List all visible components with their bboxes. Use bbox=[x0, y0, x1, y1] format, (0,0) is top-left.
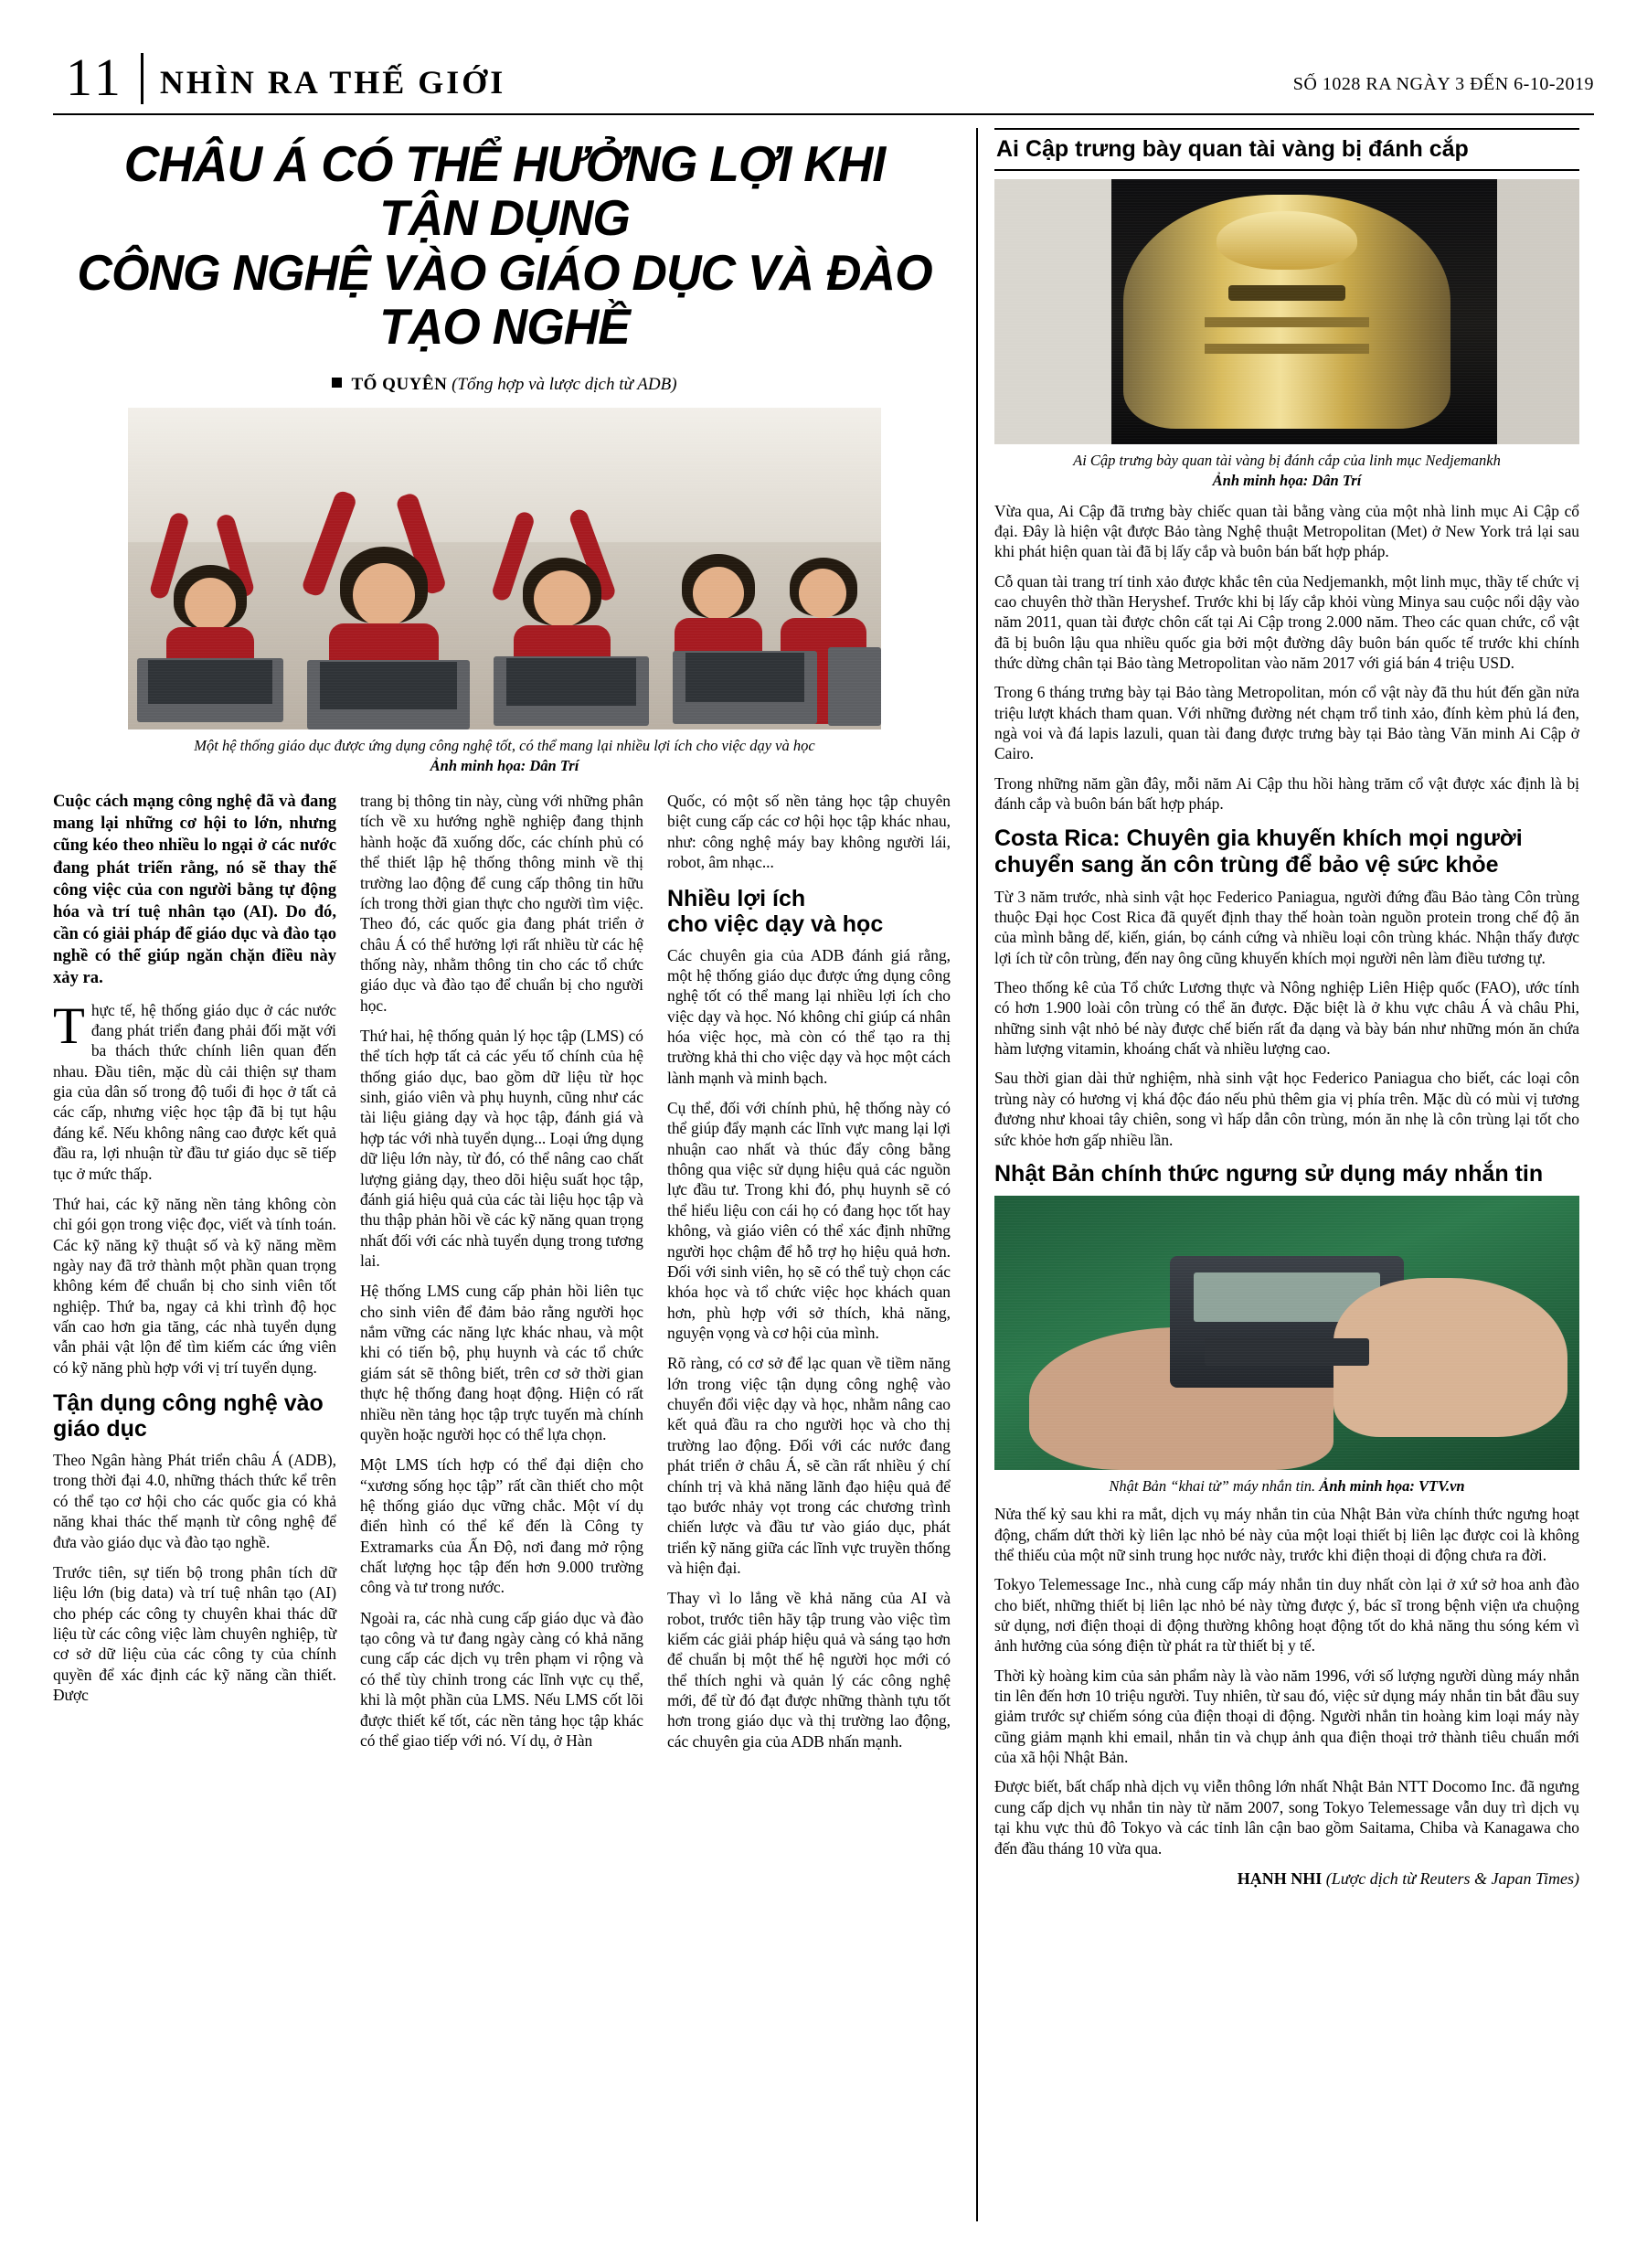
article-byline bbox=[53, 375, 956, 395]
column-divider bbox=[976, 128, 978, 2221]
story-credit-label: Ảnh minh họa: bbox=[1319, 1476, 1415, 1495]
article-column-2 bbox=[360, 791, 643, 1762]
story-title: Ai Cập trưng bày quan tài vàng bị đánh cắp bbox=[994, 128, 1579, 171]
story-photo-caption bbox=[994, 451, 1579, 492]
main-photo-credit: Dân Trí bbox=[529, 756, 579, 774]
paragraph: Các chuyên gia của ADB đánh giá rằng, một hệ thống giáo dục được ứng dụng công nghệ tốt có thể mang lại nhiều lợi ích cho việc dạy và học. Nó không chỉ giúp cá nhân hóa việc học, mà còn có thể tạo ra thị trường khả thi cho việc dạy và học một cách lành mạnh và minh bạch. bbox=[667, 945, 951, 1087]
signoff-author: HẠNH NHI bbox=[1237, 1869, 1323, 1888]
main-article bbox=[53, 128, 976, 2221]
paragraph: trang bị thông tin này, cùng với những phân tích về xu hướng nghề nghiệp đang thịnh hành hoặc đã xuống dốc, các chính phủ có thể thiết lập hệ thống thông minh về thị trường lao động để cung cấp thông tin hữu ích trong thời gian thực cho người tìm việc. Theo đó, các quốc gia đang phát triển ở châu Á có thể hưởng lợi rất nhiều từ các hệ thống này, nhằm thông tin cho các tổ chức giáo dục và đào tạo để chuẩn bị cho người học. bbox=[360, 792, 643, 1015]
main-photo-credit-label: Ảnh minh họa: bbox=[430, 756, 526, 774]
subheading-nhieu-loi-ich bbox=[667, 886, 951, 937]
paragraph bbox=[53, 996, 336, 1184]
story-title: Nhật Bản chính thức ngưng sử dụng máy nhắn tin bbox=[994, 1160, 1544, 1187]
paragraph: Thời kỳ hoàng kim của sản phẩm này là vào năm 1996, với số lượng người dùng máy nhắn tin lên đến hơn 10 triệu người. Tuy nhiên, từ sau đó, việc sử dụng máy nhắn tin bắt đầu suy giảm trước sự chiếm sóng của điện thoại di động. Người nhắn tin hoàng kim loại máy này cũng giảm mạnh khi email, nhắn tin và chụp ảnh qua điện thoại trở thành tiêu chuẩn mới của xã hội Nhật Bản. bbox=[994, 1666, 1579, 1767]
subheading-tan-dung: Tận dụng công nghệ vào giáo dục bbox=[53, 1390, 324, 1443]
section-title: NHÌN RA THẾ GIỚI bbox=[159, 64, 506, 101]
main-photo-caption-text: Một hệ thống giáo dục được ứng dụng công nghệ tốt, có thể mang lại nhiều lợi ích cho việc dạy và học bbox=[194, 736, 815, 754]
byline-note: (Tổng hợp và lược dịch từ ADB) bbox=[452, 374, 677, 394]
story-photo-mummy bbox=[994, 179, 1579, 444]
paragraph: Rõ ràng, có cơ sở để lạc quan về tiềm năng lớn trong việc tận dụng công nghệ vào chuyển đổi việc dạy và học, nhằm nâng cao kết quả đầu ra cho người học và cho thị trường lao động. Đối với các nước đang phát triển ở châu Á, sẽ cần rất nhiều ý chí chính trị và khả năng lãnh đạo hiệu quả để tạo bước nhảy vọt trong các chương trình chiến lược và đầu tư vào giáo dục, phát triển kỹ năng giữa các lĩnh vực truyền thống và hiện đại. bbox=[667, 1354, 951, 1577]
paragraph: Hệ thống LMS cung cấp phản hồi liên tục cho sinh viên để đảm bảo rằng người học nắm vững các năng lực khác nhau, và một khi có tiến bộ, phụ huynh và các tổ chức giám sát sẽ thông biết, trên cơ sở thời gian thực hệ thống đang hoạt động. Hiện có rất nhiều nền tảng học tập trực tuyến mà chính quyền hoặc người học có thể lựa chọn. bbox=[360, 1282, 643, 1443]
subheading-line-1: Nhiều lợi ích bbox=[667, 885, 806, 911]
paragraph: Một LMS tích hợp có thể đại diện cho “xương sống học tập” rất cần thiết cho một hệ thống giáo dục vững chắc. Một ví dụ điển hình có thể kể đến là Công ty Extramarks của Ấn Độ, nơi đang mở rộng chất lượng học tập đến hơn 9.000 trường công và tư trong nước. bbox=[360, 1455, 643, 1597]
paragraph: Trong 6 tháng trưng bày tại Bảo tàng Metropolitan, món cổ vật này đã thu hút đến gần nửa triệu lượt khách tham quan. Với những đường nét chạm trổ tinh xảo, đính kèm phủ lá đen, ngà voi và đá lapis lazuli, quan tài đang được trưng bày tại Bảo tàng Văn minh Ai Cập ở Cairo. bbox=[994, 683, 1579, 763]
bullet-square-icon bbox=[332, 378, 342, 388]
sidebar-stories bbox=[994, 128, 1579, 2221]
article-column-3 bbox=[667, 791, 951, 1762]
story-costa-rica bbox=[994, 825, 1579, 1150]
paragraph: Thứ hai, hệ thống quản lý học tập (LMS) có thể tích hợp tất cả các yếu tố chính của hệ thống giáo dục, bao gồm dữ liệu từ học sinh, giáo viên và phụ huynh, cũng như các tài liệu giảng dạy và học tập, đánh giá và hợp tác với nhà tuyển dụng... Loại ứng dụng dữ liệu lớn này, từ đó, có thể nâng cao chất lượng giảng dạy, theo dõi hiệu suất học tập, đánh giá hiệu quả của các tài liệu học tập và thu thập phản hồi về các kỹ năng quan trọng nhất đối với các nhà tuyển dụng trong tương lai. bbox=[360, 1027, 643, 1270]
paragraph: Trong những năm gần đây, mỗi năm Ai Cập thu hồi hàng trăm cổ vật được xác định là bị đánh cắp và buôn bán bất hợp pháp. bbox=[994, 773, 1579, 814]
paragraph-text: hực tế, hệ thống giáo dục ở các nước đang phát triển đang phải đối mặt với ba thách thức chính liên quan đến nhau. Đầu tiên, mặc dù cải thiện sự tham gia của dân số trong độ tuổi đi học ở tất cả các cấp, nhưng việc học tập đã bị tụt hậu đáng kể. Nếu không nâng cao được kết quả đầu ra, lợi nhuận từ đầu tư giáo dục sẽ tiếp tục ở mức thấp. bbox=[53, 1000, 336, 1183]
lead-paragraph: Cuộc cách mạng công nghệ đã và đang mang lại những cơ hội to lớn, nhưng cũng kéo theo nhiều lo ngại ở các nước đang phát triển rằng, nó sẽ thay thế công việc của con người bằng tự động hóa và trí tuệ nhân tạo (AI). Do đó, cần có giải pháp để giáo dục và đào tạo nghề có thể giúp ngăn chặn điều này xảy ra. bbox=[53, 792, 336, 988]
paragraph: Sau thời gian dài thử nghiệm, nhà sinh vật học Federico Paniagua cho biết, các loại côn trùng này có hương vị khá độc đáo nếu phủ thêm gia vị phía trên. Mặc dù có mùi vị tương đương như khoai tây chiên, song vì hấp dẫn côn trùng, món ăn nhẹ là côn trùng lại tốt cho sức khỏe hơn gấp nhiều lần. bbox=[994, 1069, 1579, 1149]
masthead-rule bbox=[53, 113, 1594, 115]
paragraph: Tokyo Telemessage Inc., nhà cung cấp máy nhắn tin duy nhất còn lại ở xứ sở hoa anh đào cho biết, những thiết bị liên lạc nhỏ bé này từng được ý, bác sĩ trong bệnh viện ưa chuộng sử dụng, nơi điện thoại di động thường không hoạt động tốt do khả năng thu sóng kém vì ảnh hưởng của sóng điện từ phát ra từ thiết bị y tế. bbox=[994, 1575, 1579, 1656]
paragraph: Theo Ngân hàng Phát triển châu Á (ADB), trong thời đại 4.0, những thách thức kể trên có thể tạo cơ hội cho các quốc gia có khả năng khai thác thế mạnh từ công nghệ để đưa vào giáo dục và đào tạo nghề. bbox=[53, 1451, 336, 1551]
story-photo-caption bbox=[994, 1476, 1579, 1496]
article-column-1 bbox=[53, 791, 336, 1762]
signoff-note: (Lược dịch từ Reuters & Japan Times) bbox=[1325, 1869, 1579, 1888]
story-nhat-ban bbox=[994, 1161, 1579, 1889]
story-title: Costa Rica: Chuyên gia khuyến khích mọi người chuyển sang ăn côn trùng để bảo vệ sức khỏe bbox=[994, 825, 1523, 878]
paragraph: Theo thống kê của Tổ chức Lương thực và Nông nghiệp Liên Hiệp quốc (FAO), ước tính có hơn 1.900 loài côn trùng có thể ăn được. Đặc biệt là ở khu vực châu Á và châu Phi, những sinh vật nhỏ bé này được chế biến rất đa dạng và bày bán như những món ăn chứa hàm lượng vitamin, khoáng chất và nhiều lượng cao. bbox=[994, 978, 1579, 1059]
page-number: 11 bbox=[66, 48, 124, 107]
story-caption-text: Nhật Bản “khai tử” máy nhắn tin. bbox=[1109, 1476, 1316, 1495]
paragraph: Quốc, có một số nền tảng học tập chuyên biệt cung cấp các cơ hội học tập khác nhau, như: công nghệ máy bay không người lái, robot, âm nhạc... bbox=[667, 792, 951, 872]
story-photo-pager bbox=[994, 1196, 1579, 1470]
paragraph: Được biết, bất chấp nhà dịch vụ viễn thông lớn nhất Nhật Bản NTT Docomo Inc. đã ngưng cung cấp dịch vụ nhắn tin này từ năm 2007, song Tokyo Telemessage vẫn duy trì dịch vụ tại khu vực thủ đô Tokyo và các tỉnh lân cận bao gồm Saitama, Chiba và Kanagawa cho đến đầu tháng 10 vừa qua. bbox=[994, 1777, 1579, 1858]
story-credit: VTV.vn bbox=[1419, 1476, 1465, 1495]
article-columns bbox=[53, 791, 956, 1762]
masthead-divider bbox=[141, 53, 143, 104]
paragraph: Trước tiên, sự tiến bộ trong phân tích dữ liệu lớn (big data) và trí tuệ nhân tạo (AI) cho phép các công ty chuyên khai thác dữ liệu từ các công việc làm chuyên nghiệp, từ cơ sở dữ liệu của các công ty của chính quyền để xác định các kỹ năng cần thiết. Được bbox=[53, 1562, 336, 1705]
byline-author: TỐ QUYÊN bbox=[351, 374, 448, 394]
drop-cap: T bbox=[53, 996, 85, 1055]
paragraph: Thứ hai, các kỹ năng nền tảng không còn chỉ gói gọn trong việc đọc, viết và tính toán. Các kỹ năng kỹ thuật số và kỹ năng mềm ngày nay đã trở thành một phần quan trọng không kém để chuẩn bị cho sinh viên tốt nghiệp. Thứ ba, ngay cả khi trình độ học vấn cao hơn gia tăng, các nhà tuyển dụng vẫn phải vật lộn để tìm kiếm các ứng viên có kỹ năng phù hợp với vị trí tuyển dụng. bbox=[53, 1194, 336, 1377]
paragraph: Vừa qua, Ai Cập đã trưng bày chiếc quan tài bằng vàng của một nhà linh mục Ai Cập cổ đại. Đây là hiện vật được Bảo tàng Nghệ thuật Metropolitan (Met) ở New York trả lại sau khi phát hiện quan tài đã bị lấy cắp và buôn bán bất hợp pháp. bbox=[994, 501, 1579, 561]
paragraph: Cỗ quan tài trang trí tinh xảo được khắc tên của Nedjemankh, một linh mục, thầy tế chức vị cao chuyên thờ thần Heryshef. Trước khi bị lấy cắp khỏi vùng Minya sau cuộc nổi dậy vào năm 2011, quan tài được chôn cất tại Ai Cập trong 2.000 năm. Theo các quan chức, cổ vật đã bị buôn lậu qua nhiều quốc gia bởi một đường dây buôn bán quốc tế trước khi chính thức dừng chân tại Bảo tàng Metropolitan vào năm 2017 với giá bán 4 triệu USD. bbox=[994, 571, 1579, 673]
story-ai-cap bbox=[994, 128, 1579, 815]
paragraph: Nửa thế kỷ sau khi ra mắt, dịch vụ máy nhắn tin của Nhật Bản vừa chính thức ngưng hoạt động, chấm dứt thời kỳ liên lạc nhỏ bé này của một loại thiết bị liên lạc được coi là không thể thiếu của một nữ sinh trung học nước này, trước khi điện thoại di động chưa ra đời. bbox=[994, 1505, 1579, 1564]
paragraph: Cụ thể, đối với chính phủ, hệ thống này có thể giúp đẩy mạnh các lĩnh vực mang lại lợi nhuận cao nhất và thúc đẩy công bằng thông qua việc sử dụng hiệu quả các nguồn lực đầu tư. Trong khi đó, phụ huynh sẽ có thể hiểu liệu con cái họ có đang học tốt hay không, và giáo viên có thể xác định những người học chậm để hỗ trợ họ hiệu quả hơn. Đối với sinh viên, họ sẽ có thể tuỳ chọn các khóa học và tổ chức việc học khách quan hơn, phù hợp với sở thích, khả năng, nguyện vọng và cơ hội của mình. bbox=[667, 1099, 951, 1342]
subheading-line-2: cho việc dạy và học bbox=[667, 910, 884, 937]
main-photo bbox=[128, 408, 881, 729]
article-headline bbox=[67, 137, 942, 355]
page-body bbox=[53, 128, 1594, 2221]
story-credit-label: Ảnh minh họa: bbox=[1212, 472, 1309, 490]
headline-line-2: CÔNG NGHỆ VÀO GIÁO DỤC VÀ ĐÀO TẠO NGHỀ bbox=[77, 243, 932, 356]
paragraph: Thay vì lo lắng về khả năng của AI và robot, trước tiên hãy tập trung vào việc tìm kiếm các giải pháp hiệu quả và sáng tạo hơn để chuẩn bị một thế hệ người học mới có thể thích nghi và quản lý các công nghệ mới, để từ đó đạt được những thành tựu tốt hơn trong giáo dục và thị trường lao động, các chuyên gia của ADB nhấn mạnh. bbox=[667, 1589, 951, 1751]
headline-line-1: CHÂU Á CÓ THỂ HƯỞNG LỢI KHI TẬN DỤNG bbox=[123, 135, 886, 247]
issue-info: SỐ 1028 RA NGÀY 3 ĐẾN 6-10-2019 bbox=[1292, 74, 1594, 94]
story-credit: Dân Trí bbox=[1312, 472, 1362, 490]
masthead bbox=[53, 37, 1594, 108]
story-caption-text: Ai Cập trưng bày quan tài vàng bị đánh cắp của linh mục Nedjemankh bbox=[1073, 452, 1501, 469]
paragraph: Ngoài ra, các nhà cung cấp giáo dục và đào tạo công và tư đang ngày càng có khả năng cung cấp các dịch vụ trên phạm vi rộng và có thể tùy chỉnh trong các lĩnh vực cụ thể, khi là một phần của LMS. Nếu LMS cốt lõi được thiết kế tốt, các nền tảng học tập khác có thể giao tiếp với nó. Ví dụ, ở Hàn bbox=[360, 1608, 643, 1750]
main-photo-caption bbox=[53, 736, 956, 777]
story-signoff bbox=[994, 1869, 1579, 1889]
paragraph: Từ 3 năm trước, nhà sinh vật học Federico Paniagua, người đứng đầu Bảo tàng Côn trùng thuộc Đại học Cost Rica đã quyết định thay thế hoàn toàn nguồn protein trong chế độ ăn của mình bằng dế, kiến, gián, bọ cánh cứng và nhiều loại côn trùng khác. Nhận thấy được lợi ích từ côn trùng, đến nay ông cũng khuyến khích mọi người nên làm điều tương tự. bbox=[994, 887, 1579, 967]
